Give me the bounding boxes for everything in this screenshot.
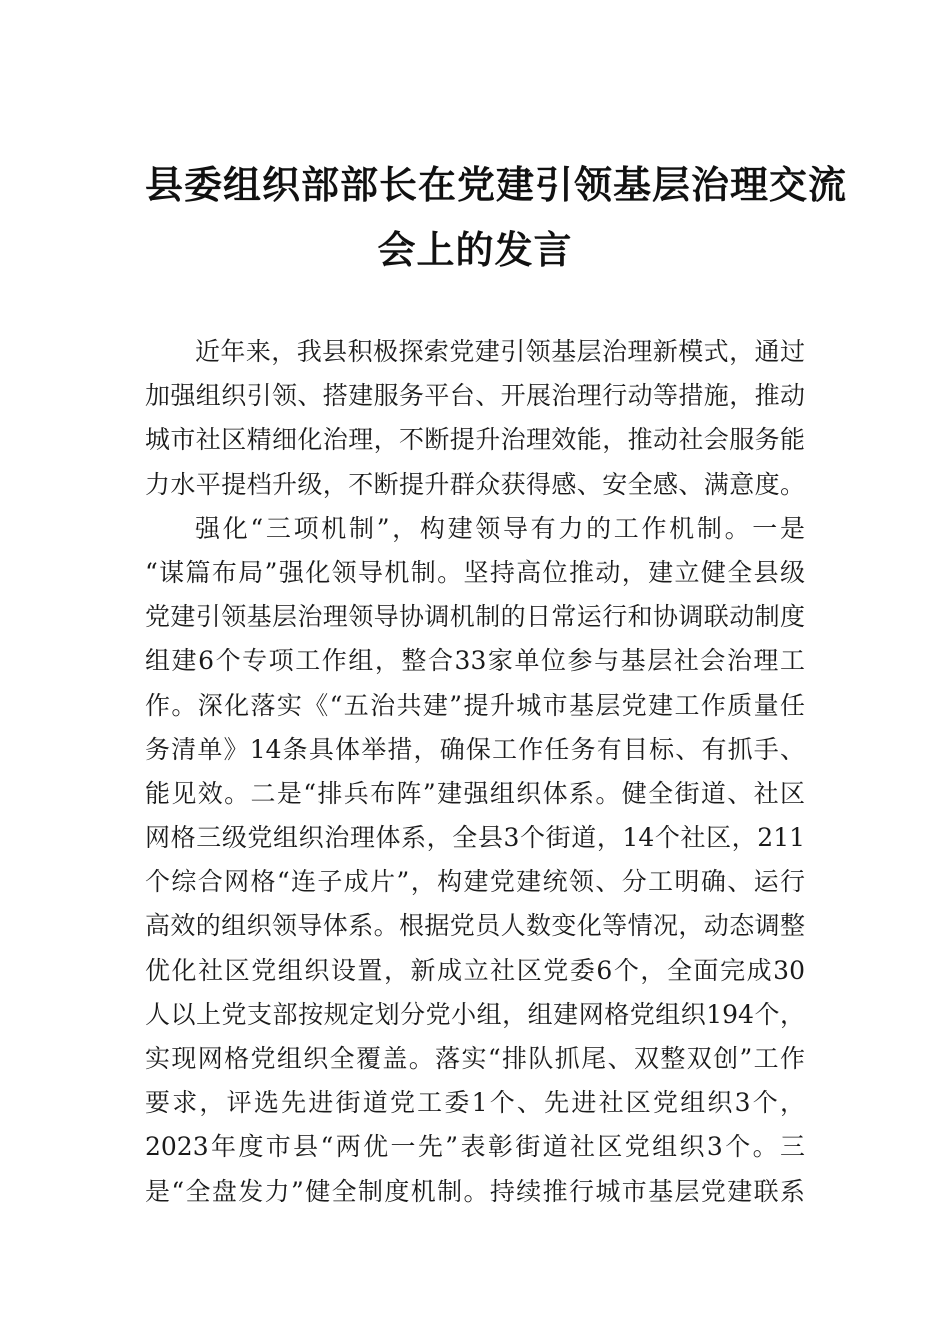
paragraph-2-line: 优化社区党组织设置，新成立社区党委6个，全面完成30 xyxy=(145,955,805,985)
paragraph-2-line: 组建6个专项工作组，整合33家单位参与基层社会治理工 xyxy=(145,646,805,676)
paragraph-2-line: 党建引领基层治理领导协调机制的日常运行和协调联动制度 xyxy=(145,602,805,632)
paragraph-1-line: 加强组织引领、搭建服务平台、开展治理行动等措施，推动 xyxy=(145,381,805,411)
paragraph-2-line: 作。深化落实《“五治共建”提升城市基层党建工作质量任 xyxy=(145,690,805,720)
paragraph-2-line: 强化“三项机制”，构建领导有力的工作机制。一是 xyxy=(195,513,805,543)
paragraph-2-line: “谋篇布局”强化领导机制。坚持高位推动，建立健全县级 xyxy=(145,557,805,587)
paragraph-2-line: 实现网格党组织全覆盖。落实“排队抓尾、双整双创”工作 xyxy=(145,1044,805,1073)
document-body xyxy=(145,330,805,1214)
paragraph-1-line: 力水平提档升级，不断提升群众获得感、安全感、满意度。 xyxy=(145,469,805,499)
paragraph-2-line: 人以上党支部按规定划分党小组，组建网格党组织194个， xyxy=(145,999,805,1029)
paragraph-2-line: 个综合网格“连子成片”，构建党建统领、分工明确、运行 xyxy=(145,867,805,897)
paragraph-1-line: 城市社区精细化治理，不断提升治理效能，推动社会服务能 xyxy=(145,425,805,455)
paragraph-2-line: 要求，评选先进街道党工委1个、先进社区党组织3个， xyxy=(145,1088,805,1118)
document-title-line-1: 县委组织部部长在党建引领基层治理交流 xyxy=(145,162,848,207)
paragraph-1-line: 近年来，我县积极探索党建引领基层治理新模式，通过 xyxy=(195,337,805,366)
document-title-line-2: 会上的发言 xyxy=(377,227,573,272)
paragraph-2-line: 网格三级党组织治理体系，全县3个街道，14个社区，211 xyxy=(145,823,805,853)
paragraph-2-line: 2023年度市县“两优一先”表彰街道社区党组织3个。三 xyxy=(145,1132,805,1162)
paragraph-2-line: 务清单》14条具体举措，确保工作任务有目标、有抓手、 xyxy=(145,734,805,764)
paragraph-2-line: 是“全盘发力”健全制度机制。持续推行城市基层党建联系 xyxy=(145,1176,805,1206)
paragraph-2-line: 能见效。二是“排兵布阵”建强组织体系。健全街道、社区 xyxy=(145,778,805,808)
paragraph-2-line: 高效的组织领导体系。根据党员人数变化等情况，动态调整 xyxy=(145,911,805,941)
